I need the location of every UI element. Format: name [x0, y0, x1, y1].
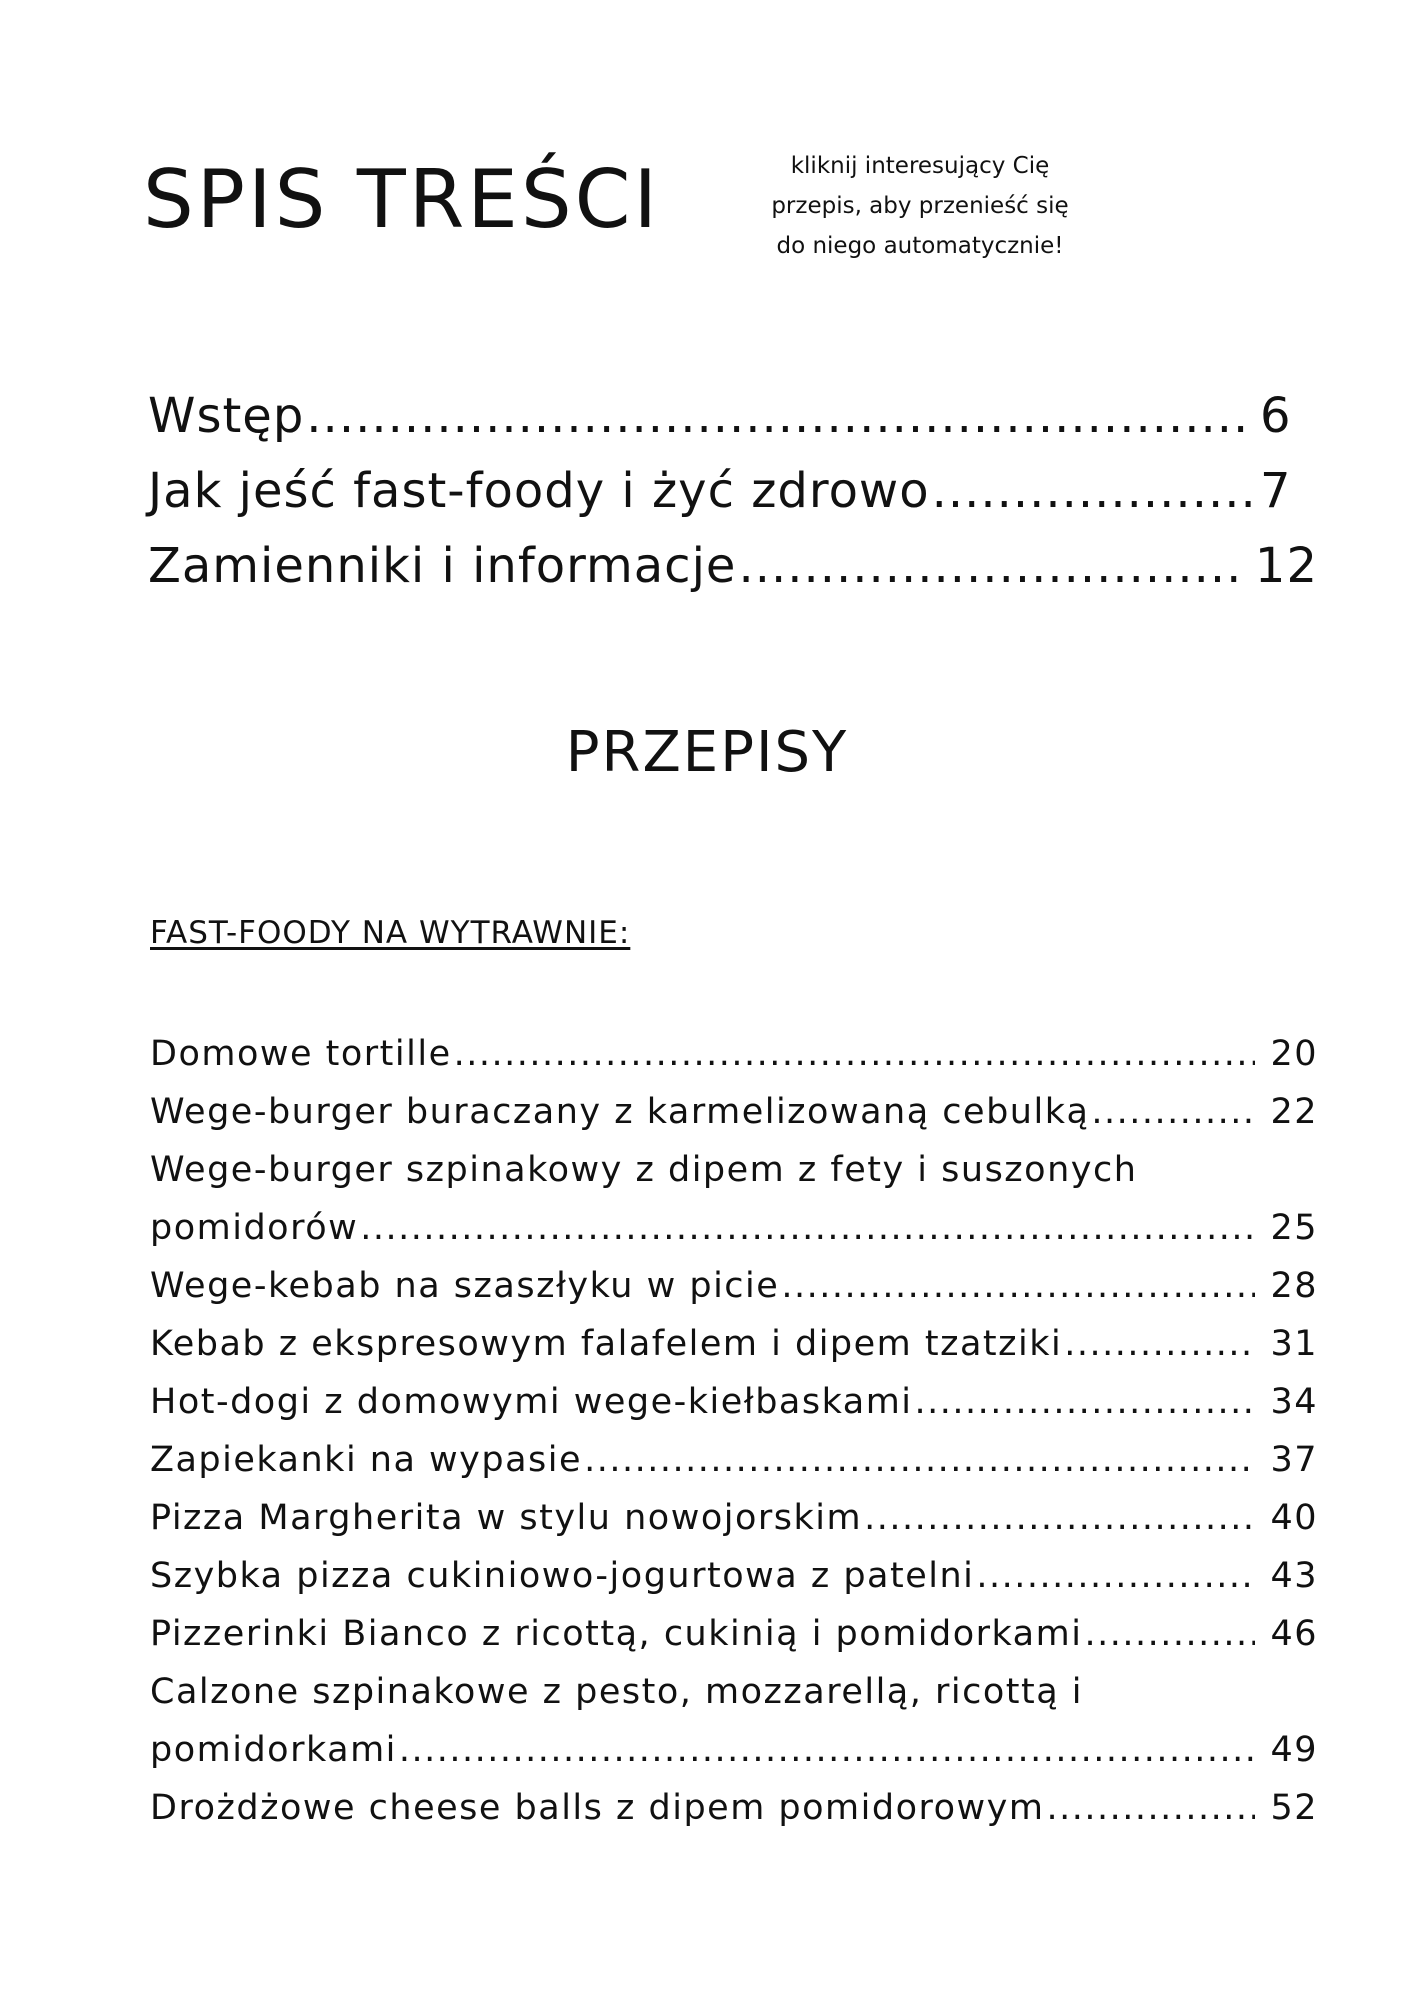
page-title: SPIS TREŚCI — [143, 153, 661, 246]
toc-link-zamienniki[interactable] — [148, 538, 1318, 613]
dot-leader — [360, 1199, 1255, 1257]
toc-link-wstep[interactable] — [148, 388, 1318, 463]
recipe-page-number: 31 — [1270, 1324, 1318, 1364]
dot-leader — [932, 463, 1252, 519]
recipe-link[interactable] — [150, 1141, 1318, 1257]
dot-leader — [1064, 1315, 1255, 1373]
recipe-label: Hot-dogi z domowymi wege-kiełbaskami — [150, 1382, 913, 1422]
recipe-link[interactable] — [150, 1489, 1318, 1547]
hint-line: do niego automatycznie! — [776, 233, 1064, 259]
dot-leader — [1091, 1083, 1255, 1141]
dot-leader — [1084, 1605, 1255, 1663]
toc-label: Wstęp — [148, 388, 305, 444]
recipe-label: Domowe tortille — [150, 1034, 452, 1074]
recipe-page-number: 40 — [1270, 1498, 1318, 1538]
recipe-label: Szybka pizza cukiniowo-jogurtowa z patelni — [150, 1556, 975, 1596]
dot-leader — [1046, 1779, 1255, 1837]
toc-link-jak-jesc[interactable] — [148, 463, 1318, 538]
recipe-link[interactable] — [150, 1373, 1318, 1431]
recipe-label-line1: Wege-burger szpinakowy z dipem z fety i suszonych — [150, 1150, 1138, 1190]
navigation-hint — [715, 146, 1125, 266]
hint-line: przepis, aby przenieść się — [771, 193, 1069, 219]
recipe-link[interactable] — [150, 1315, 1318, 1373]
category-heading: FAST-FOODY NA WYTRAWNIE: — [150, 915, 631, 951]
recipe-label: Drożdżowe cheese balls z dipem pomidorowym — [150, 1788, 1045, 1828]
recipe-label: Wege-burger buraczany z karmelizowaną cebulką — [150, 1092, 1090, 1132]
dot-leader — [864, 1489, 1255, 1547]
recipe-label: pomidorów — [150, 1208, 359, 1248]
recipe-link[interactable] — [150, 1547, 1318, 1605]
recipe-page-number: 49 — [1270, 1730, 1318, 1770]
recipe-label: Wege-kebab na szaszłyku w picie — [150, 1266, 780, 1306]
recipe-page-number: 25 — [1270, 1208, 1318, 1248]
recipe-page-number: 37 — [1270, 1440, 1318, 1480]
toc-page-number: 12 — [1254, 538, 1318, 594]
recipe-page-number: 22 — [1270, 1092, 1318, 1132]
recipe-label: Kebab z ekspresowym falafelem i dipem tzatziki — [150, 1324, 1063, 1364]
section-title: PRZEPISY — [565, 720, 849, 785]
recipe-link[interactable] — [150, 1431, 1318, 1489]
recipe-label: Pizza Margherita w stylu nowojorskim — [150, 1498, 863, 1538]
recipe-link[interactable] — [150, 1083, 1318, 1141]
dot-leader — [781, 1257, 1255, 1315]
recipe-link[interactable] — [150, 1257, 1318, 1315]
dot-leader — [454, 1025, 1255, 1083]
dot-leader — [976, 1547, 1255, 1605]
recipe-link[interactable] — [150, 1025, 1318, 1083]
recipe-label-line1: Calzone szpinakowe z pesto, mozzarellą, ricottą i — [150, 1672, 1084, 1712]
recipe-page-number: 52 — [1270, 1788, 1318, 1828]
toc-page-number: 7 — [1260, 463, 1292, 519]
recipe-label: Pizzerinki Bianco z ricottą, cukinią i pomidorkami — [150, 1614, 1083, 1654]
recipe-page-number: 28 — [1270, 1266, 1318, 1306]
dot-leader — [738, 538, 1246, 594]
recipe-label: pomidorkami — [150, 1730, 397, 1770]
main-toc — [148, 388, 1318, 613]
recipe-page-number: 43 — [1270, 1556, 1318, 1596]
dot-leader — [915, 1373, 1255, 1431]
recipe-link[interactable] — [150, 1779, 1318, 1837]
recipe-page-number: 46 — [1270, 1614, 1318, 1654]
recipe-page-number: 34 — [1270, 1382, 1318, 1422]
dot-leader — [584, 1431, 1255, 1489]
dot-leader — [306, 388, 1252, 444]
dot-leader — [399, 1721, 1255, 1779]
hint-line: kliknij interesujący Cię — [790, 153, 1050, 179]
toc-label: Jak jeść fast-foody i żyć zdrowo — [148, 463, 930, 519]
recipe-page-number: 20 — [1270, 1034, 1318, 1074]
toc-label: Zamienniki i informacje — [148, 538, 737, 594]
toc-page-number: 6 — [1260, 388, 1292, 444]
recipe-link[interactable] — [150, 1663, 1318, 1779]
recipe-list — [150, 1025, 1318, 1837]
recipe-label: Zapiekanki na wypasie — [150, 1440, 583, 1480]
recipe-link[interactable] — [150, 1605, 1318, 1663]
